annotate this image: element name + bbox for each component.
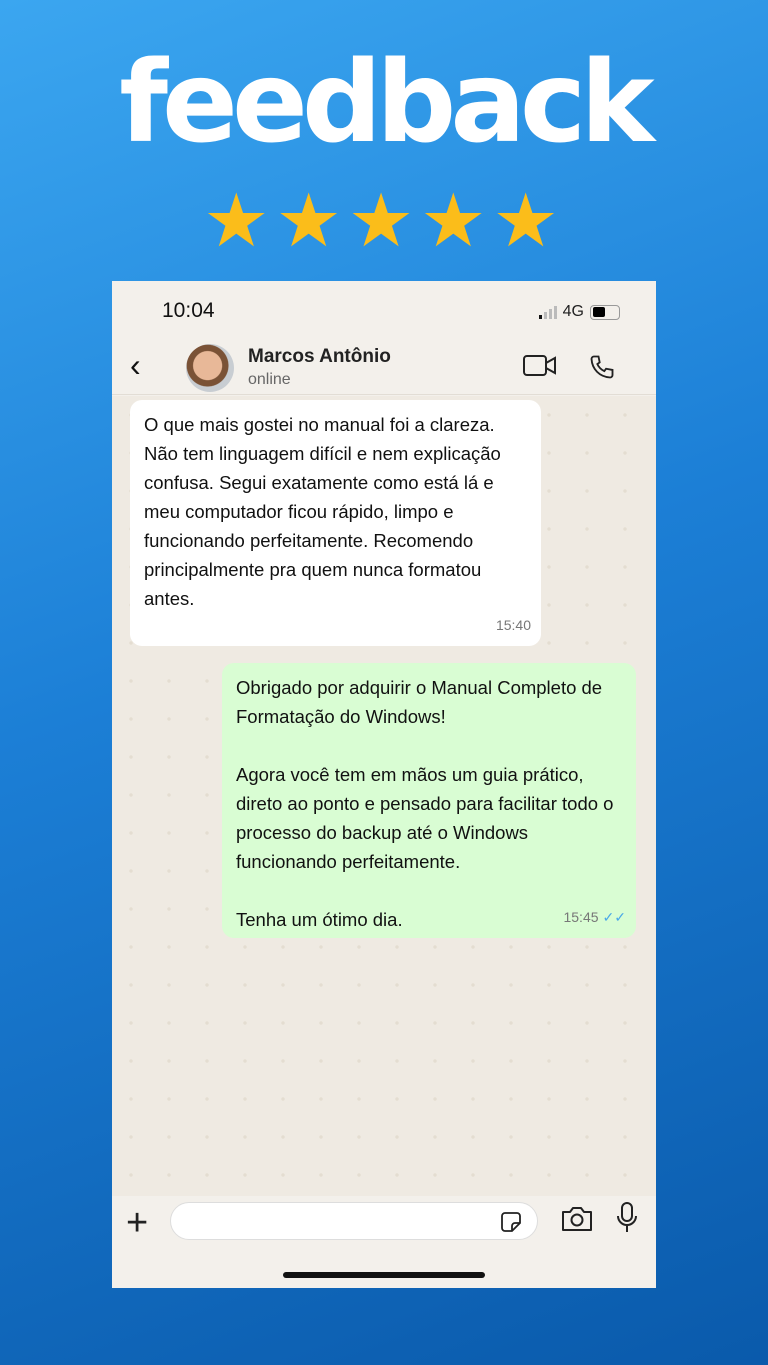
composer-bar [112,1196,656,1288]
rating-stars: ★★★★★ [203,179,565,262]
message-text: Obrigado por adquirir o Manual Completo de Formatação do Windows! Agora você tem em mãos um guia prático, direto ao ponto e pensado para facilitar todo o processo do backup até o Windows funcionando perfeitamente. Tenha um ótimo dia. [236,677,614,930]
phone-screen [112,281,656,1288]
contact-status: online [248,371,291,388]
home-indicator[interactable] [283,1272,485,1278]
microphone-icon[interactable] [615,1201,639,1235]
camera-icon[interactable] [560,1204,594,1234]
read-ticks-icon: ✓✓ [602,909,626,925]
message-time: 15:45 [563,909,599,925]
banner-title: feedback [119,38,649,168]
contact-name[interactable]: Marcos Antônio [248,346,391,367]
chat-area [112,396,656,1196]
status-time: 10:04 [162,299,215,322]
plus-icon[interactable]: + [126,1202,149,1244]
back-icon[interactable]: ‹ [130,347,141,383]
battery-icon [590,305,620,320]
status-indicators [539,303,620,321]
outgoing-message [222,663,636,938]
message-time: 15:40 [495,617,531,633]
signal-icon [539,305,557,319]
incoming-message [130,400,541,646]
avatar[interactable] [186,344,234,392]
message-input[interactable] [170,1202,538,1240]
phone-call-icon[interactable] [588,353,616,381]
sticker-icon[interactable] [499,1210,523,1234]
chat-header [112,339,656,395]
message-text: O que mais gostei no manual foi a clareza. Não tem linguagem difícil e nem explicação confusa. Segui exatamente como está lá e meu computador ficou rápido, limpo e funcionando perfeitamente. Recomendo principalmente pra quem nunca formatou antes. [144,414,501,609]
video-call-icon[interactable] [522,353,558,379]
network-label: 4G [562,303,584,320]
